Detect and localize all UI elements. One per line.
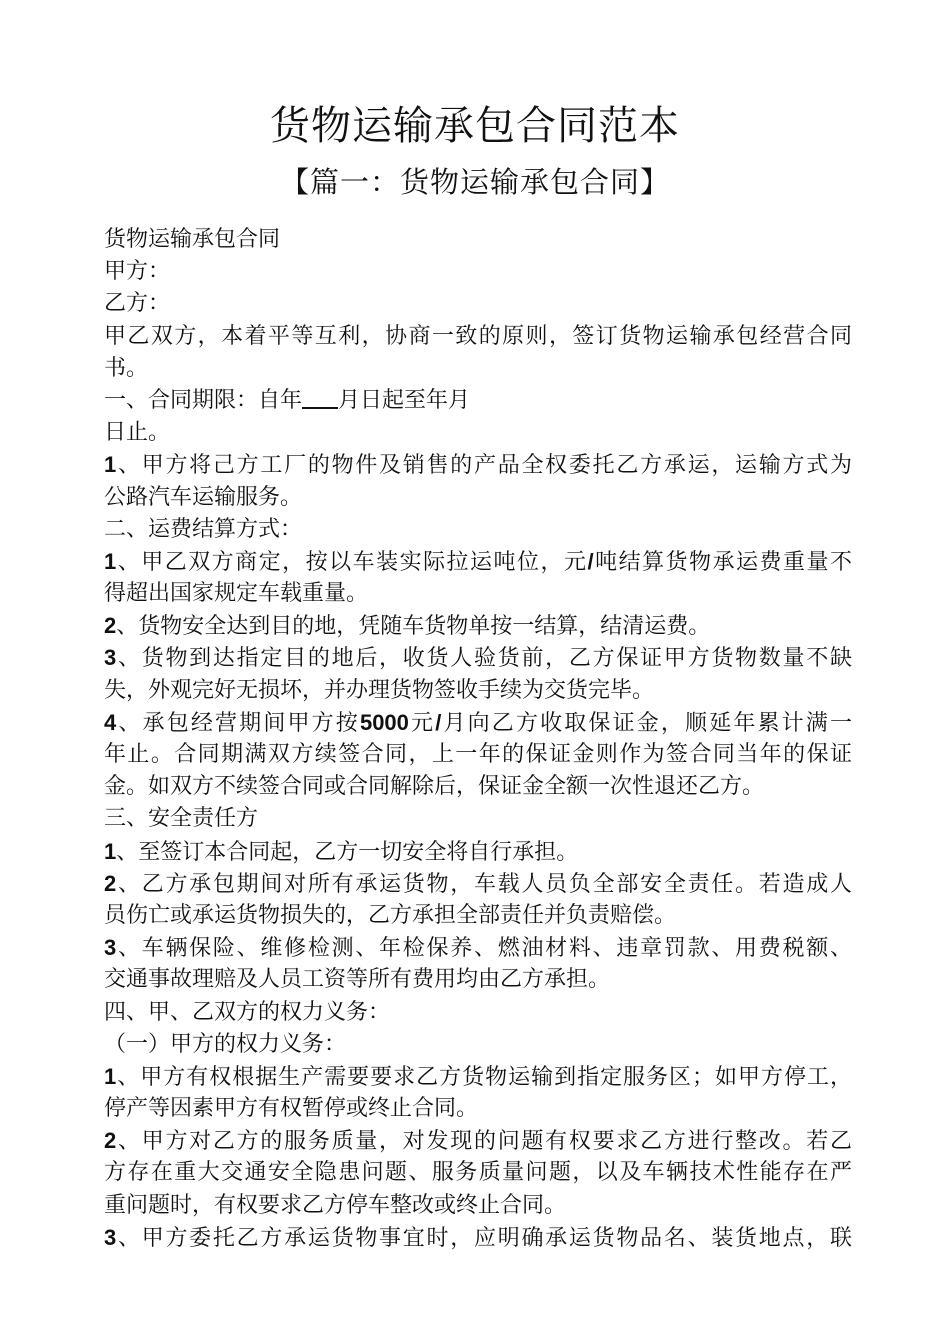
paragraph-line: 3、甲方委托乙方承运货物事宜时，应明确承运货物品名、装货地点，联: [104, 1224, 852, 1251]
document-title: 货物运输承包合同范本: [270, 103, 680, 149]
paragraph-line: 乙方：: [104, 291, 171, 317]
paragraph-line: 甲方：: [104, 259, 171, 285]
paragraph-line: 1、甲乙双方商定，按以车装实际拉运吨位，元/吨结算货物承运费重量不: [104, 548, 852, 575]
paragraph-line: 停产等因素甲方有权暂停或终止合同。: [104, 1096, 479, 1122]
paragraph-line: 日止。: [104, 420, 171, 446]
paragraph-line: 甲乙双方，本着平等互利，协商一致的原则，签订货物运输承包经营合同: [104, 323, 852, 349]
paragraph-line: 3、货物到达指定目的地后，收货人验货前，乙方保证甲方货物数量不缺: [104, 645, 852, 672]
paragraph-line: 4、承包经营期间甲方按5000元/月向乙方收取保证金，顺延年累计满一: [104, 709, 852, 736]
paragraph-line: 四、甲、乙双方的权力义务：: [104, 999, 391, 1025]
paragraph-line: 二、运费结算方式：: [104, 516, 303, 542]
paragraph-line: 金。如双方不续签合同或合同解除后，保证金全额一次性退还乙方。: [104, 774, 765, 800]
paragraph-line: 年止。合同期满双方续签合同，上一年的保证金则作为签合同当年的保证: [104, 742, 852, 767]
paragraph-line: 失，外观完好无损坏，并办理货物签收手续为交货完毕。: [104, 677, 655, 703]
paragraph-line: 一、合同期限：自年 月日起至年月: [104, 385, 852, 417]
paragraph-line: 得超出国家规定车载重量。: [104, 581, 369, 607]
paragraph-line: 2、乙方承包期间对所有承运货物，车载人员负全部安全责任。若造成人: [104, 870, 852, 897]
paragraph-line: 2、货物安全达到目的地，凭随车货物单按一结算，结清运费。: [104, 613, 711, 640]
paragraph-line: 2、甲方对乙方的服务质量，对发现的问题有权要求乙方进行整改。若乙: [104, 1128, 852, 1155]
paragraph-line: 方存在重大交通安全隐患问题、服务质量问题，以及车辆技术性能存在严: [104, 1160, 852, 1186]
paragraph-line: 书。: [104, 355, 149, 381]
paragraph-line: 员伤亡或承运货物损失的，乙方承担全部责任并负责赔偿。: [104, 902, 677, 928]
paragraph-line: 货物运输承包合同: [104, 227, 281, 252]
blank-underline: [302, 385, 338, 409]
paragraph-line: 公路汽车运输服务。: [104, 484, 303, 510]
paragraph-line: 1、甲方将己方工厂的物件及销售的产品全权委托乙方承运，运输方式为: [104, 452, 852, 479]
paragraph-line: 1、甲方有权根据生产需要要求乙方货物运输到指定服务区；如甲方停工，: [104, 1063, 852, 1090]
paragraph-line: 三、安全责任方: [104, 806, 259, 832]
paragraph-line: 3、车辆保险、维修检测、年检保养、燃油材料、违章罚款、用费税额、: [104, 935, 852, 962]
paragraph-line: 1、至签订本合同起，乙方一切安全将自行承担。: [104, 838, 579, 865]
paragraph-line: （一）甲方的权力义务：: [104, 1031, 347, 1057]
paragraph-line: 重问题时，有权要求乙方停车整改或终止合同。: [104, 1192, 567, 1218]
document-body: [104, 224, 852, 1254]
document-subtitle: 【篇一：货物运输承包合同】: [279, 165, 670, 199]
paragraph-line: 交通事故理赔及人员工资等所有费用均由乙方承担。: [104, 967, 611, 993]
